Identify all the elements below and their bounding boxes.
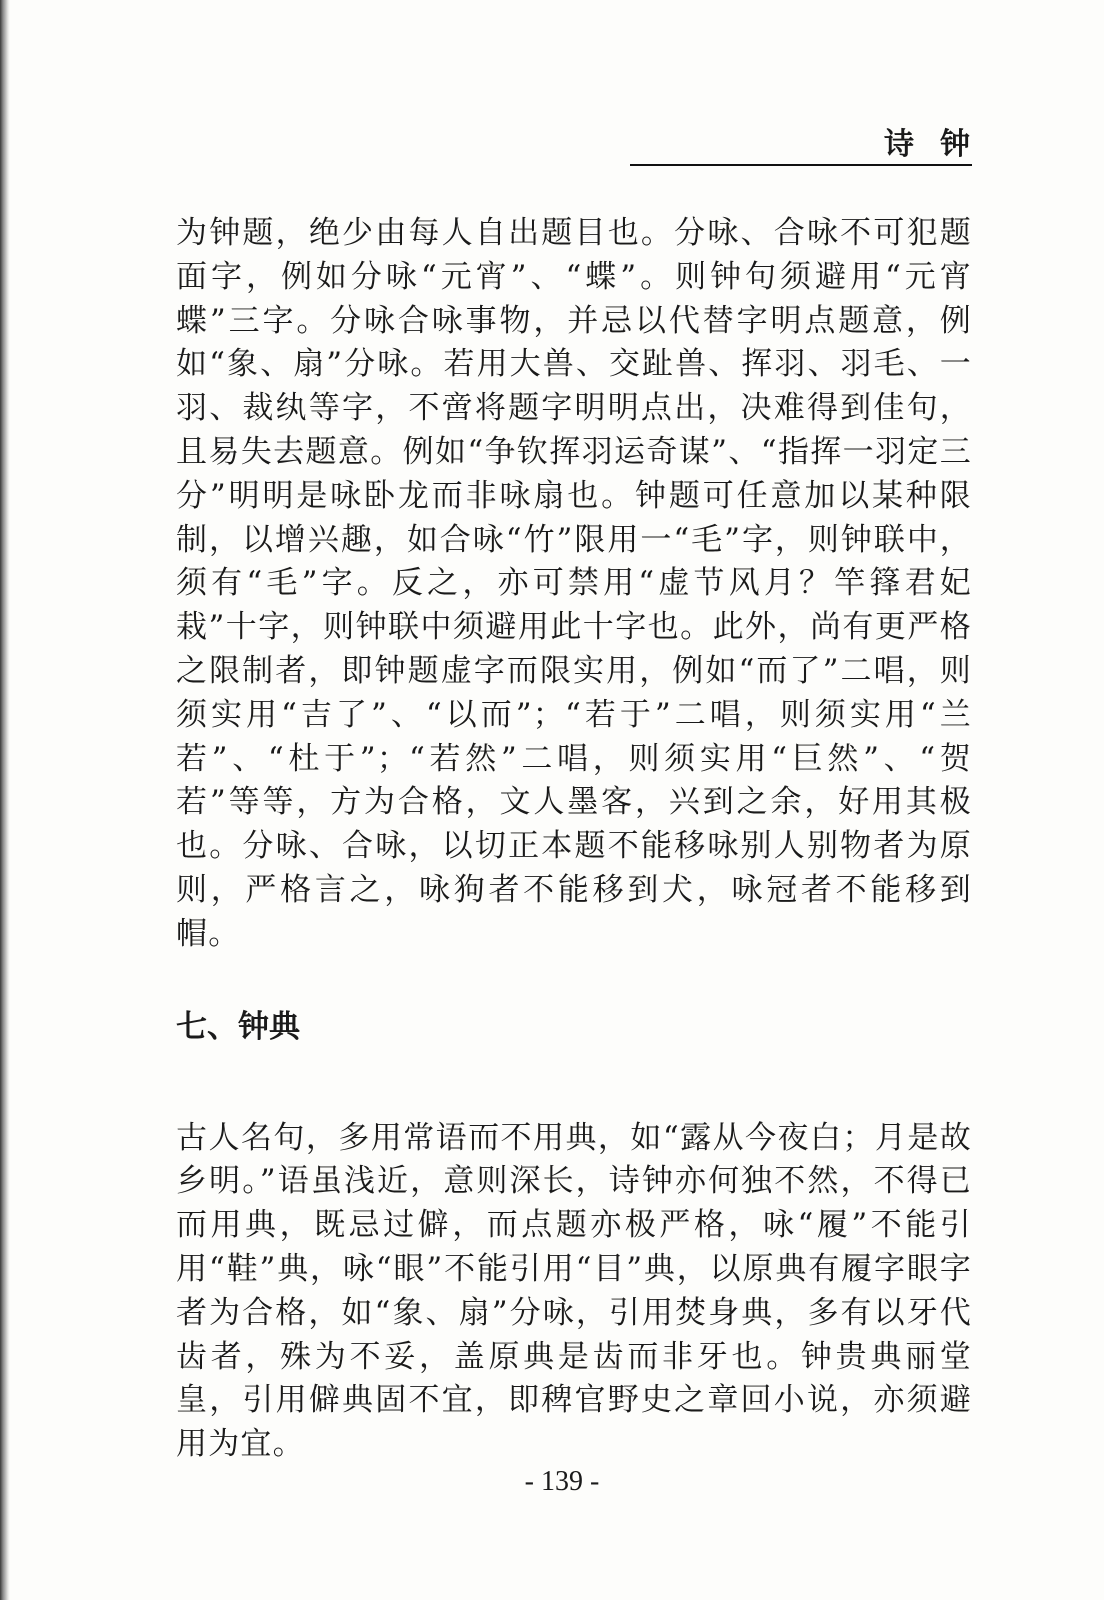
section-heading: 七、钟典 xyxy=(176,1008,300,1045)
body-paragraph-2: 古人名句，多用常语而不用典，如“露从今夜白；月是故乡明。”语虽浅近，意则深长，诗钟亦何独不然，不得已而用典，既忌过僻，而点题亦极严格，咏“履”不能引用“鞋”典，咏“眼”不能引用“目”典，以原典有履字眼字者为合格，如“象、扇”分咏，引用焚身典，多有以牙代齿者，殊为不妥，盖原典是齿而非牙也。钟贵典丽堂皇，引用僻典固不宜，即稗官野史之章回小说，亦须避用为宜。 xyxy=(176,1119,972,1463)
page-edge-shadow xyxy=(0,0,10,1600)
page-body xyxy=(176,212,972,1467)
running-head-title: 诗钟 xyxy=(884,127,996,162)
running-head xyxy=(630,126,996,166)
page-number: - 139 - xyxy=(524,1466,600,1497)
body-paragraph-1: 为钟题，绝少由每人自出题目也。分咏、合咏不可犯题面字，例如分咏“元宵”、“蝶”。则钟句须避用“元宵蝶”三字。分咏合咏事物，并忌以代替字明点题意，例如“象、扇”分咏。若用大兽、交趾兽、挥羽、羽毛、一羽、裁纨等字，不啻将题字明明点出，决难得到佳句，且易失去题意。例如“争钦挥羽运奇谋”、“指挥一羽定三分”明明是咏卧龙而非咏扇也。钟题可任意加以某种限制，以增兴趣，如合咏“竹”限用一“毛”字，则钟联中，须有“毛”字。反之，亦可禁用“虚节风月？竿箨君妃栽”十字，则钟联中须避用此十字也。此外，尚有更严格之限制者，即钟题虚字而限实用，例如“而了”二唱，则须实用“吉了”、“以而”；“若于”二唱，则须实用“兰若”、“杜于”；“若然”二唱，则须实用“巨然”、“贺若”等等，方为合格，文人墨客，兴到之余，好用其极也。分咏、合咏，以切正本题不能移咏别人别物者为原则，严格言之，咏狗者不能移到犬，咏冠者不能移到帽。 xyxy=(176,215,972,952)
